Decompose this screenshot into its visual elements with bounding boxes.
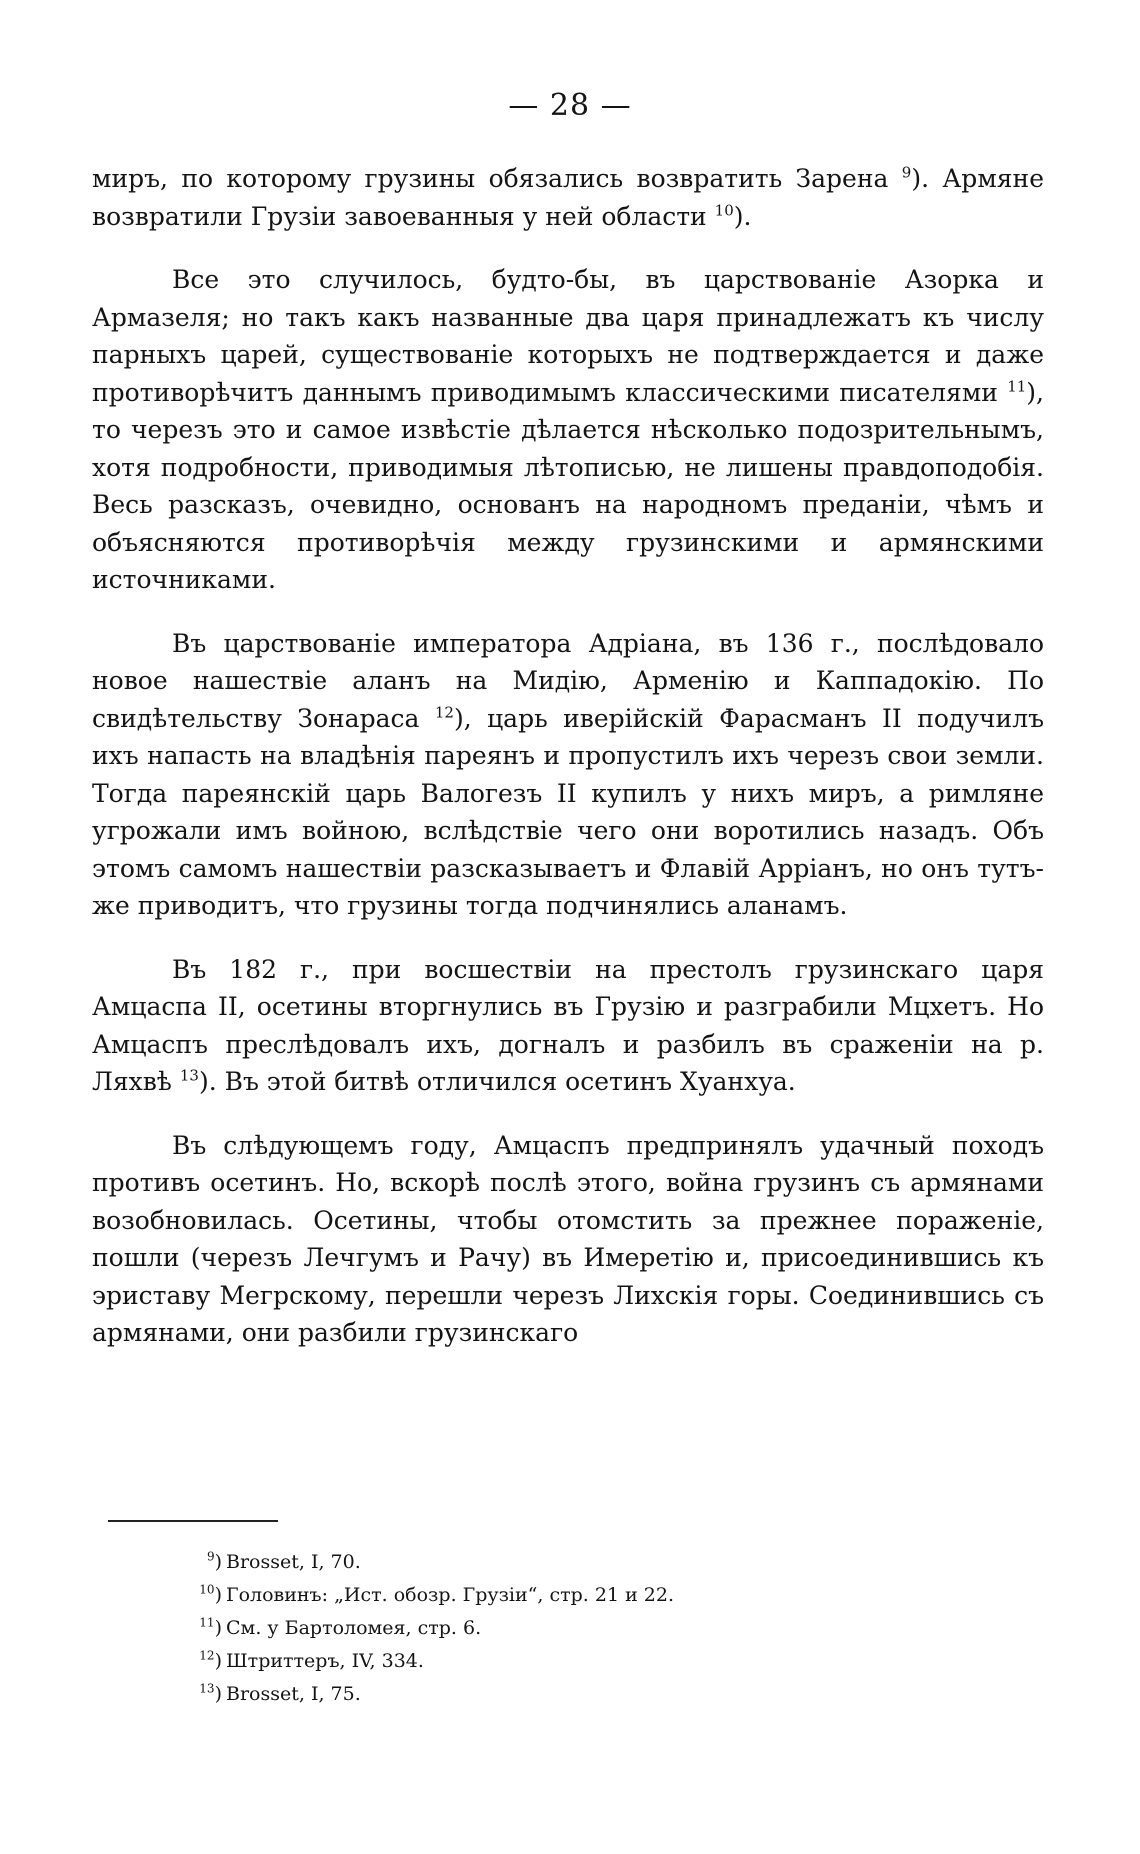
footnote bbox=[180, 1546, 1040, 1579]
footnotes bbox=[180, 1546, 1040, 1711]
footnote-ref: 11 bbox=[1007, 377, 1027, 396]
footnote-ref: 12 bbox=[434, 703, 454, 722]
footnote-number: $^{12}$) bbox=[199, 1648, 222, 1672]
paragraph bbox=[92, 261, 1044, 599]
footnote-divider bbox=[108, 1520, 278, 1522]
paragraph-text: Въ 182 г., при восшествіи на престолъ грузинскаго царя Амцаспа II, осетины вторгнулись въ Грузію и разграбили Мцхетъ. Но Амцаспъ преслѣдовалъ ихъ, догналъ и разбилъ въ сраженіи на р. Ляхвѣ bbox=[92, 954, 1044, 1096]
paragraph bbox=[92, 160, 1044, 235]
footnote-text: Штриттеръ, IV, 334. bbox=[226, 1650, 424, 1672]
footnote bbox=[180, 1645, 1040, 1678]
footnote-number-value: 10 bbox=[199, 1582, 215, 1597]
paragraph bbox=[92, 625, 1044, 925]
paragraph-text: Все это случилось, будто-бы, въ царствованіе Азорка и Армазеля; но такъ какъ названные два царя принадлежатъ къ числу парныхъ царей, существованіе которыхъ не подтверждается и даже противорѣчитъ даннымъ приводимымъ классическими писателями bbox=[92, 265, 1044, 407]
footnote-ref: 13 bbox=[179, 1066, 199, 1085]
paragraph-text: Въ царствованіе императора Адріана, въ 136 г., послѣдовало новое нашествіе аланъ на Мидію, Арменію и Каппадокію. По свидѣтельству Зонараса bbox=[92, 628, 1044, 733]
paragraph-text: Въ слѣдующемъ году, Амцаспъ предпринялъ удачный походъ противъ осетинъ. Но, вскорѣ послѣ этого, война грузинъ съ армянами возобновилась. Осетины, чтобы отомстить за прежнее пораженіе, пошли (черезъ Лечгумъ и Рачу) въ Имеретію и, присоединившись къ эриставу Мегрскому, перешли черезъ Лихскія горы. Соединившись съ армянами, они разбили грузинскаго bbox=[92, 1130, 1044, 1347]
paragraph-text: ), то черезъ это и самое извѣстіе дѣлается нѣсколько подозрительнымъ, хотя подробности, приводимыя лѣтописью, не лишены правдоподобія. Весь разсказъ, очевидно, основанъ на народномъ преданіи, чѣмъ и объясняются противорѣчія между грузинскими и армянскими источниками. bbox=[92, 377, 1044, 594]
page-number: — 28 — bbox=[508, 88, 632, 123]
footnote-number-value: 13 bbox=[199, 1681, 215, 1696]
footnote bbox=[180, 1579, 1040, 1612]
paragraph-text: ). Въ этой битвѣ отличился осетинъ Хуанхуа. bbox=[198, 1067, 796, 1096]
footnote-number: $^9$) bbox=[206, 1549, 222, 1573]
footnote-number: $^{11}$) bbox=[199, 1615, 222, 1639]
footnote-number-value: 11 bbox=[199, 1615, 215, 1630]
footnote-ref: 10 bbox=[714, 201, 734, 220]
footnote-text: Brosset, I, 70. bbox=[226, 1551, 361, 1573]
footnote-text: Brosset, I, 75. bbox=[226, 1683, 361, 1705]
paragraph bbox=[92, 1127, 1044, 1352]
footnote-number-value: 9 bbox=[206, 1549, 215, 1564]
paragraph-text: ). bbox=[733, 201, 752, 231]
main-text bbox=[92, 160, 1044, 1378]
footnote-number: $^{13}$) bbox=[199, 1681, 222, 1705]
footnote-text: См. у Бартоломея, стр. 6. bbox=[226, 1617, 482, 1639]
paragraph-text: ). Армяне возвратили Грузіи завоеванныя у ней области bbox=[92, 164, 1044, 231]
footnote-text: Головинъ: „Ист. обозр. Грузіи“, стр. 21 и 22. bbox=[226, 1584, 674, 1606]
footnote bbox=[180, 1612, 1040, 1645]
footnote-ref: 9 bbox=[901, 163, 912, 182]
paragraph-text: миръ, по которому грузины обязались возвратить Зарена bbox=[92, 164, 902, 193]
paragraph-text: ), царь иверійскій Фарасманъ II подучилъ ихъ напасть на владѣнія пареянъ и пропустилъ ихъ черезъ свои земли. Тогда пареянскій царь Валогезъ II купилъ у нихъ миръ, а римляне угрожали имъ войною, вслѣдствіе чего они воротились назадъ. Объ этомъ самомъ нашествіи разсказываетъ и Флавій Арріанъ, но онъ тутъ-же приводитъ, что грузины тогда подчинялись аланамъ. bbox=[92, 703, 1044, 920]
footnote-number-value: 12 bbox=[199, 1648, 215, 1663]
footnote bbox=[180, 1678, 1040, 1711]
paragraph bbox=[92, 951, 1044, 1101]
footnote-number: $^{10}$) bbox=[199, 1582, 222, 1606]
